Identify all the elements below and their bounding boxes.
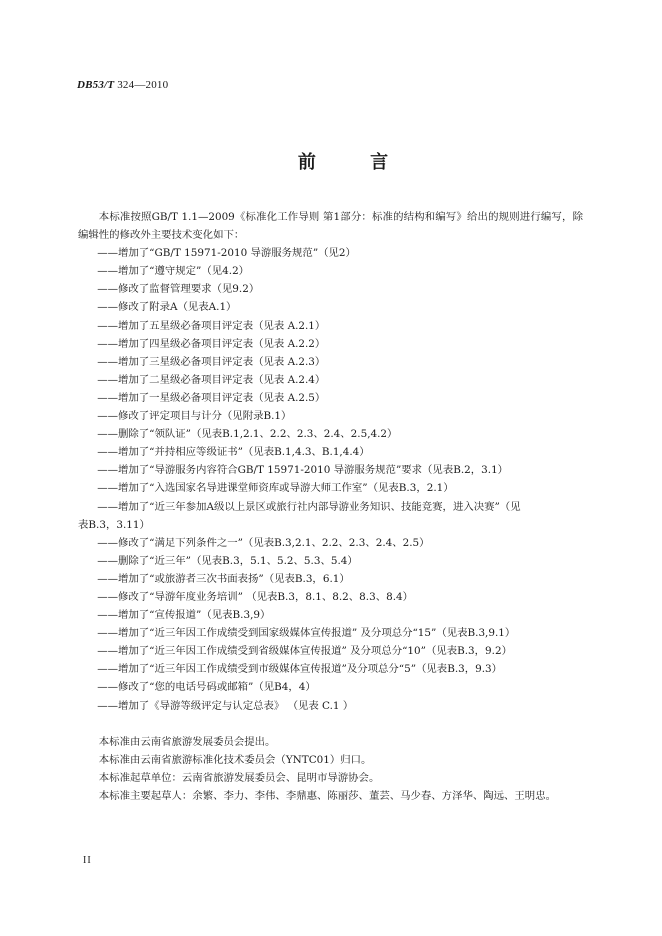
change-item: ——增加了“近三年因工作成绩受到市级媒体宣传报道”及分项总分“5”（见表B.3，9.3）: [97, 663, 503, 676]
closing-paragraph: 本标准由云南省旅游发展委员会提出。: [98, 735, 276, 748]
spacer: [78, 715, 583, 733]
closing-paragraph: 本标准由云南省旅游标准化技术委员会（YNTC01）归口。: [98, 753, 372, 766]
change-item: ——删除了“领队证”（见表B.1,2.1、2.2、2.3、2.4、2.5,4.2）: [97, 428, 398, 441]
change-item: ——增加了三星级必备项目评定表（见表 A.2.3）: [97, 355, 326, 368]
change-item: ——增加了“并持相应等级证书”（见表B.1,4.3、B.1,4.4）: [97, 446, 370, 459]
change-item: ——增加了“导游服务内容符合GB/T 15971-2010 导游服务规范”要求（见表B.2，3.1）: [97, 464, 509, 477]
changes-list: [78, 244, 583, 497]
change-item: ——修改了监督管理要求（见9.2）: [97, 283, 260, 296]
change-item: ——增加了二星级必备项目评定表（见表 A.2.4）: [97, 373, 326, 386]
change-item: ——修改了“满足下列条件之一”（见表B.3,2.1、2.2、2.3、2.4、2.5）: [97, 536, 430, 549]
changes-list-2: [78, 534, 583, 715]
change-item: ——修改了“您的电话号码或邮箱”（见B4，4）: [97, 681, 316, 694]
change-item: ——增加了五星级必备项目评定表（见表 A.2.1）: [97, 319, 326, 332]
change-item: ——增加了“入选国家名导进课堂师资库或导游大师工作室”（见表B.3，2.1）: [97, 482, 454, 495]
change-item: ——修改了“导游年度业务培训” （见表B.3，8.1、8.2、8.3、8.4）: [97, 590, 414, 603]
change-item: ——增加了四星级必备项目评定表（见表 A.2.2）: [97, 337, 326, 350]
long-change-line2: 表B.3，3.11）: [78, 518, 150, 531]
standard-code-number: 324—2010: [114, 79, 169, 91]
change-item: ——增加了一星级必备项目评定表（见表 A.2.5）: [97, 391, 326, 404]
change-item: ——删除了“近三年”（见表B.3，5.1、5.2、5.3、5.4）: [97, 554, 358, 567]
change-item: ——增加了“GB/T 15971-2010 导游服务规范”（见2）: [97, 247, 356, 260]
standard-code-prefix: DB53/T: [77, 79, 115, 91]
change-item: ——增加了“遵守规定”（见4.2）: [97, 265, 250, 278]
long-change-line1: ——增加了“近三年参加A级以上景区或旅行社内部导游业务知识、技能竞赛，进入决赛”（见: [97, 500, 521, 513]
closing-paragraph: 本标准主要起草人：余繁、李力、李伟、李鼎惠、陈丽莎、董芸、马少春、方泽华、陶远、王明忠。: [98, 789, 556, 802]
closing-paragraph: 本标准起草单位：云南省旅游发展委员会、昆明市导游协会。: [98, 771, 380, 784]
change-item: ——增加了“宣传报道”（见表B.3,9）: [97, 609, 271, 622]
page-title: 前 言: [297, 152, 413, 173]
change-item: ——增加了“近三年因工作成绩受到省级媒体宣传报道” 及分项总分“10”（见表B.3，9.2）: [97, 645, 512, 658]
change-item: ——增加了《导游等级评定与认定总表》 （见表 C.1 ）: [97, 699, 354, 712]
change-item: ——增加了“或旅游者三次书面表扬”（见表B.3，6.1）: [97, 572, 350, 585]
intro-paragraph: 本标准按照GB/T 1.1—2009《标准化工作导则 第1部分：标准的结构和编写》给出的规则进行编写，除编辑性的修改外主要技术变化如下：: [78, 211, 583, 242]
standard-code: [77, 79, 168, 91]
document-body: [78, 208, 583, 805]
page-number: II: [83, 855, 92, 866]
change-item: ——修改了评定项目与计分（见附录B.1）: [97, 410, 292, 423]
closing-list: [78, 733, 583, 805]
change-item: ——修改了附录A（见表A.1）: [97, 301, 237, 314]
change-item: ——增加了“近三年因工作成绩受到国家级媒体宣传报道” 及分项总分“15”（见表B.3,9.1）: [97, 627, 516, 640]
